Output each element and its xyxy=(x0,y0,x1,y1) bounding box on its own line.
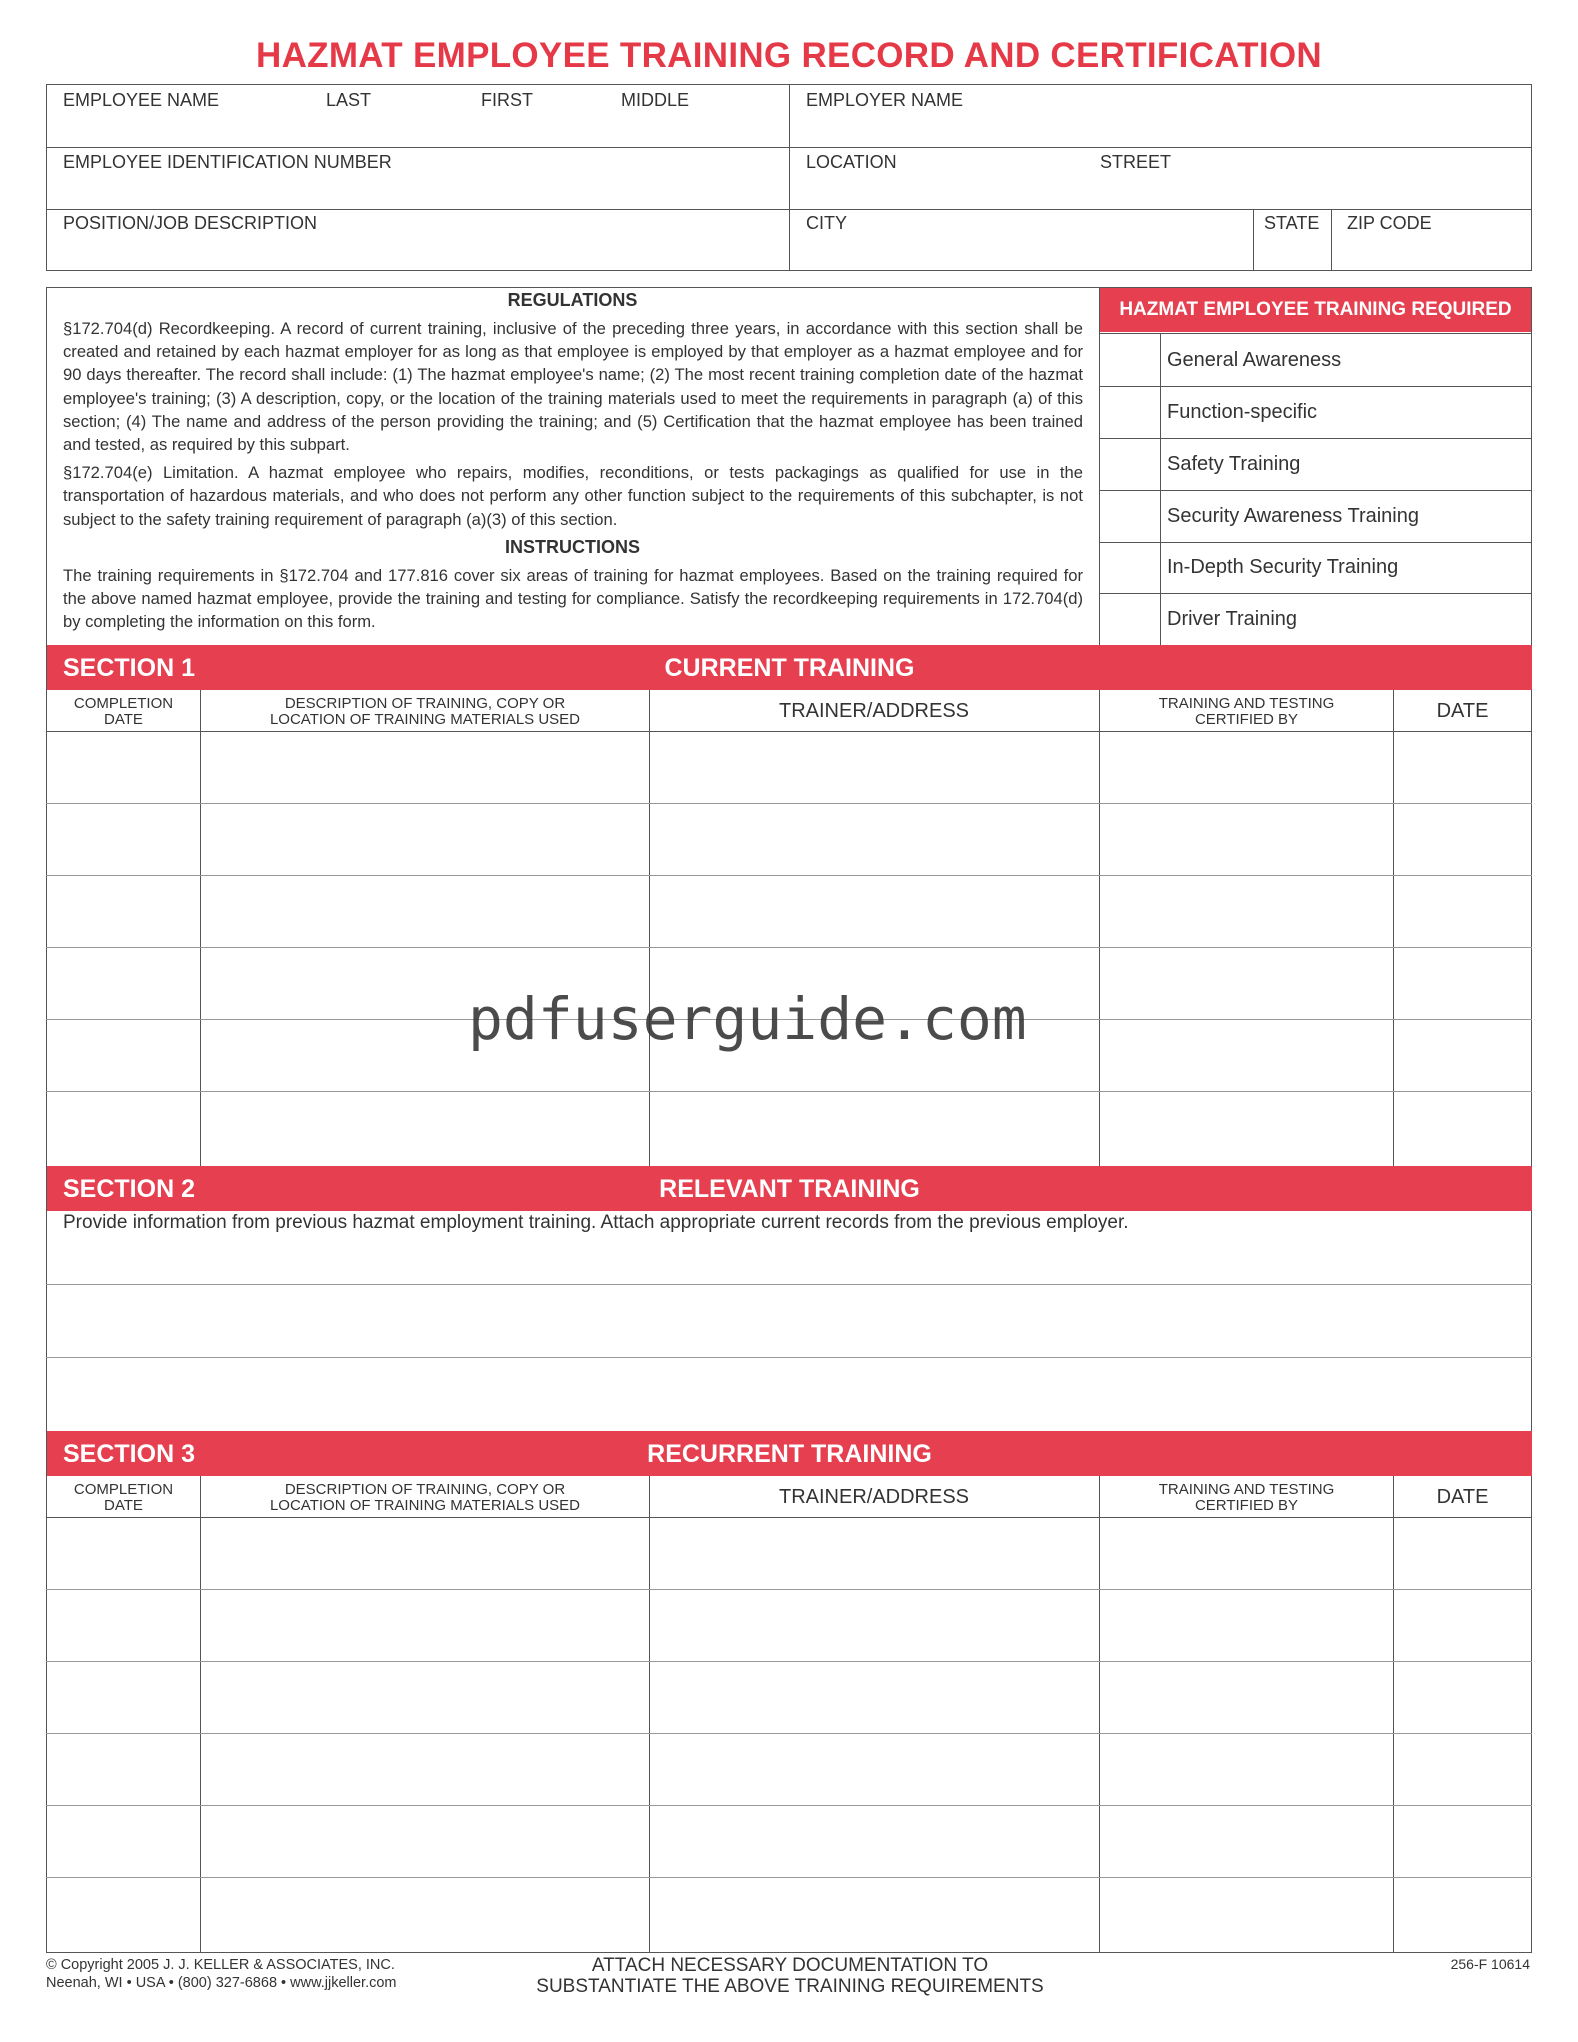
employer-name-label: EMPLOYER NAME xyxy=(806,90,964,110)
s1-col-certified-by: TRAINING AND TESTING CERTIFIED BY xyxy=(1158,695,1335,728)
s2-entry-line[interactable] xyxy=(47,1358,1531,1430)
general-awareness-checkbox[interactable] xyxy=(1101,335,1159,385)
regulations-heading: REGULATIONS xyxy=(507,290,638,310)
s1-col-completion-date: COMPLETION DATE xyxy=(73,695,174,728)
s3-table-row[interactable] xyxy=(47,1878,1531,1952)
city-label: CITY xyxy=(806,213,848,233)
s3-col-date: DATE xyxy=(1436,1486,1489,1508)
safety-training-checkbox[interactable] xyxy=(1101,440,1159,489)
in-depth-security-checkbox[interactable] xyxy=(1101,544,1159,592)
watermark-text: pdfuserguide.com xyxy=(468,985,1027,1053)
form-title: HAZMAT EMPLOYEE TRAINING RECORD AND CERTIFICATION xyxy=(256,36,1322,75)
city-field[interactable] xyxy=(790,238,1252,270)
s1-col-date: DATE xyxy=(1436,700,1489,722)
regulations-text xyxy=(63,317,1083,536)
zip-code-field[interactable] xyxy=(1332,238,1531,270)
section-3-title: RECURRENT TRAINING xyxy=(647,1440,932,1468)
position-field[interactable] xyxy=(47,238,788,270)
street-label: STREET xyxy=(1100,152,1172,172)
middle-name-label: MIDDLE xyxy=(621,90,690,110)
required-item-security-awareness: Security Awareness Training xyxy=(1167,505,1419,527)
instructions-text: The training requirements in §172.704 and 177.816 cover six areas of training for hazmat employees. Based on the training required for the above named hazmat employee, provide the training and testing for compliance. Satisfy the recordkeeping requirements in 172.704(d) by completing the information on this form. xyxy=(63,566,1083,632)
s3-table-row[interactable] xyxy=(47,1518,1531,1588)
employer-name-field[interactable] xyxy=(790,115,1531,146)
first-name-label: FIRST xyxy=(481,90,533,110)
s3-table-row[interactable] xyxy=(47,1734,1531,1804)
s1-col-trainer: TRAINER/ADDRESS xyxy=(778,700,970,722)
employee-id-label: EMPLOYEE IDENTIFICATION NUMBER xyxy=(63,152,392,172)
section-1-title: CURRENT TRAINING xyxy=(664,654,915,682)
s1-table-row[interactable] xyxy=(47,804,1531,874)
required-item-safety-training: Safety Training xyxy=(1167,453,1301,475)
regulation-172-704-d: §172.704(d) Recordkeeping. A record of current training, inclusive of the preceding three years, in accordance with this section shall be created and retained by each hazmat employer for as long as that employee is employed by that employer as a hazmat employee and for 90 days thereafter. The record shall include: (1) The hazmat employee's name; (2) The most recent training completion date of the hazmat employee's training; (3) A description, copy, or the location of the training materials used to meet the requirements in paragraph (a) of this section; (4) The name and address of the person providing the training; and (5) Certification that the hazmat employee has been trained and tested, as required by this subpart. xyxy=(63,319,1083,455)
instructions-heading: INSTRUCTIONS xyxy=(505,537,640,557)
training-required-header xyxy=(1100,288,1531,332)
section-1-header xyxy=(47,645,1532,690)
s3-table-row[interactable] xyxy=(47,1590,1531,1660)
section-1-number: SECTION 1 xyxy=(63,654,195,682)
position-label: POSITION/JOB DESCRIPTION xyxy=(63,213,318,233)
s1-table-row[interactable] xyxy=(47,1092,1531,1165)
section-2-header xyxy=(47,1166,1532,1211)
s1-table-row[interactable] xyxy=(47,732,1531,802)
s3-table-row[interactable] xyxy=(47,1806,1531,1876)
s1-col-description: DESCRIPTION OF TRAINING, COPY OR LOCATION OF TRAINING MATERIALS USED xyxy=(269,695,581,728)
s3-col-completion-date: COMPLETION DATE xyxy=(73,1481,174,1514)
s3-col-description: DESCRIPTION OF TRAINING, COPY OR LOCATION OF TRAINING MATERIALS USED xyxy=(269,1481,581,1514)
security-awareness-checkbox[interactable] xyxy=(1101,492,1159,541)
regulation-172-704-e: §172.704(e) Limitation. A hazmat employee who repairs, modifies, reconditions, or tests packagings as qualified for use in the transportation of hazardous materials, and who does not perform any other function subject to the requirements of this subchapter, is not subject to the safety training requirement of paragraph (a)(3) of this section. xyxy=(63,463,1083,529)
section-2-number: SECTION 2 xyxy=(63,1175,195,1203)
footer-copyright: © Copyright 2005 J. J. KELLER & ASSOCIATES, INC. Neenah, WI • USA • (800) 327-6868 • www.jjkeller.com xyxy=(46,1957,397,1991)
employee-name-field[interactable] xyxy=(47,115,788,146)
footer-attach-notice: ATTACH NECESSARY DOCUMENTATION TO SUBSTANTIATE THE ABOVE TRAINING REQUIREMENTS xyxy=(536,1955,1044,1997)
required-item-in-depth-security: In-Depth Security Training xyxy=(1167,556,1399,578)
s2-entry-line[interactable] xyxy=(47,1240,1531,1283)
state-field[interactable] xyxy=(1254,238,1330,270)
required-item-function-specific: Function-specific xyxy=(1167,401,1318,423)
s3-col-certified-by: TRAINING AND TESTING CERTIFIED BY xyxy=(1158,1481,1335,1514)
section-3-header xyxy=(47,1431,1532,1476)
location-street-field[interactable] xyxy=(790,177,1531,208)
required-item-general-awareness: General Awareness xyxy=(1167,349,1342,371)
section-3-number: SECTION 3 xyxy=(63,1440,195,1468)
s1-table-row[interactable] xyxy=(47,876,1531,946)
section-2-note: Provide information from previous hazmat employment training. Attach appropriate current records from the previous employer. xyxy=(63,1212,1129,1233)
zip-code-label: ZIP CODE xyxy=(1347,213,1432,233)
footer-form-number: 256-F 10614 xyxy=(1450,1956,1530,1972)
last-name-label: LAST xyxy=(326,90,372,110)
training-required-title: HAZMAT EMPLOYEE TRAINING REQUIRED xyxy=(1119,299,1512,320)
section-2-title: RELEVANT TRAINING xyxy=(659,1175,920,1203)
employee-id-field[interactable] xyxy=(47,177,788,208)
state-label: STATE xyxy=(1264,213,1320,233)
function-specific-checkbox[interactable] xyxy=(1101,388,1159,437)
required-item-driver-training: Driver Training xyxy=(1167,608,1298,630)
employee-name-label: EMPLOYEE NAME xyxy=(63,90,220,110)
s3-table-row[interactable] xyxy=(47,1662,1531,1732)
driver-training-checkbox[interactable] xyxy=(1101,595,1159,644)
s3-col-trainer: TRAINER/ADDRESS xyxy=(778,1486,970,1508)
location-label: LOCATION xyxy=(806,152,897,172)
s2-entry-line[interactable] xyxy=(47,1285,1531,1356)
